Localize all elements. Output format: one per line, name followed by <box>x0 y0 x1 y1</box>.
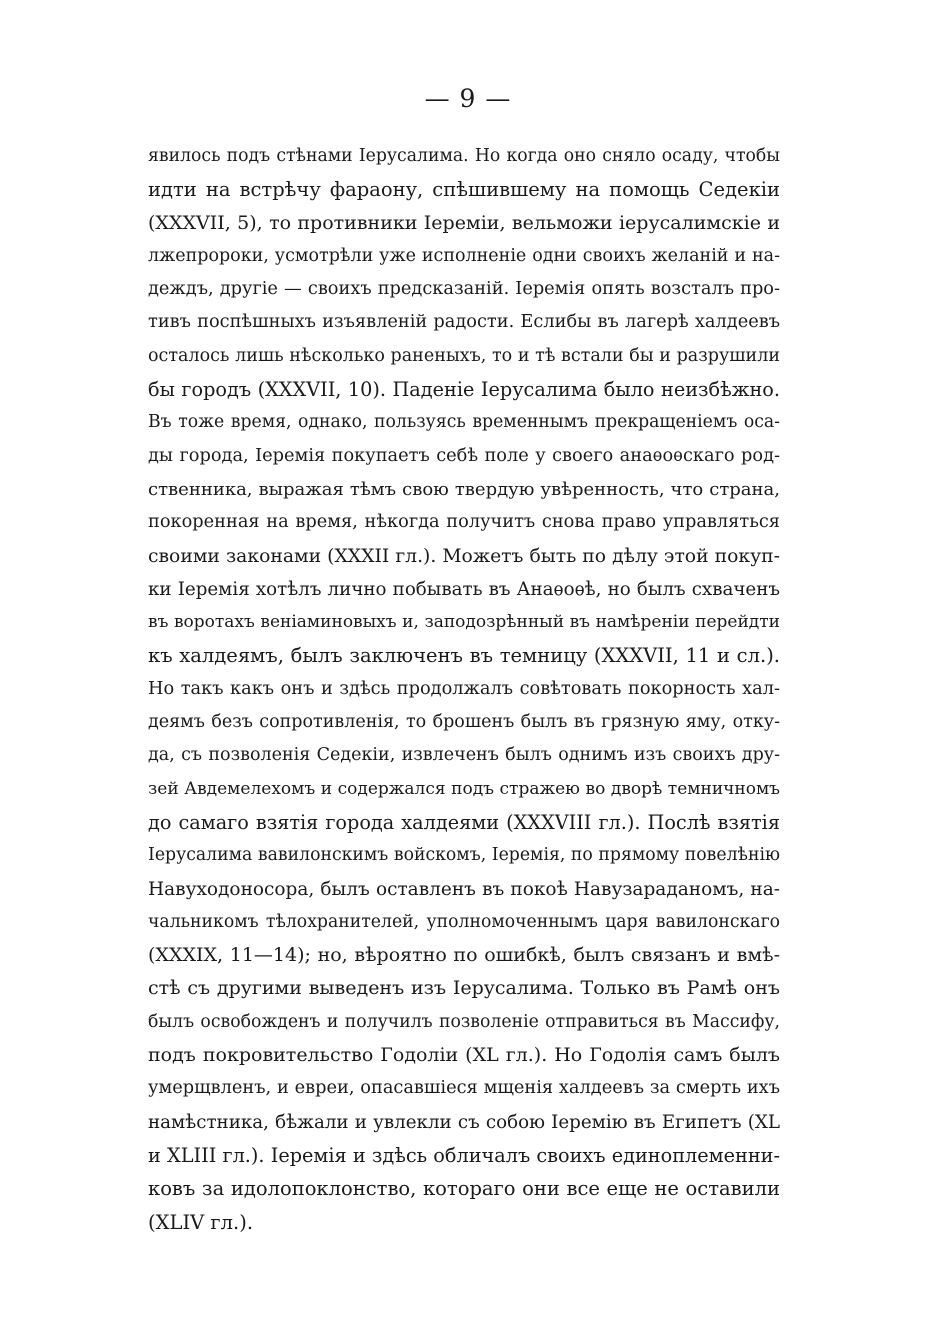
text-line: бы городъ (XXXVII, 10). Паденіе Іерусалима было неизбѣжно. <box>148 378 780 402</box>
text-line: ковъ за идолопоклонство, котораго они все еще не оставили <box>148 1177 780 1201</box>
text-line: своими законами (XXXII гл.). Можетъ быть по дѣлу этой покуп- <box>148 545 780 567</box>
text-line: явилось подъ стѣнами Іерусалима. Но когда оно сняло осаду, чтобы <box>148 146 780 166</box>
text-line: стѣ съ другими выведенъ изъ Іерусалима. Только въ Рамѣ онъ <box>148 977 780 1000</box>
text-line: Іерусалима вавилонскимъ войскомъ, Іеремія, по прямому повелѣнію <box>148 845 780 866</box>
text-line: въ воротахъ веніаминовыхъ и, заподозрѣнный въ намѣреніи перейдти <box>148 612 780 633</box>
text-line: подъ покровительство Годоліи (XL гл.). Но Годолія самъ былъ <box>148 1044 780 1067</box>
text-line: до самаго взятія города халдеями (XXXVIII гл.). Послѣ взятія <box>148 810 780 834</box>
text-line: деждъ, другіе — своихъ предсказаній. Іеремія опять возсталъ про- <box>148 279 780 300</box>
text-line: Навуходоносора, былъ оставленъ въ покоѣ Навузараданомъ, на- <box>148 878 780 900</box>
body-text <box>148 140 780 1239</box>
text-line: и XLIII гл.). Іеремія и здѣсь обличалъ своихъ единоплеменни- <box>148 1143 780 1167</box>
text-line: лжепророки, усмотрѣли уже исполненіе одни своихъ желаній и на- <box>148 245 780 266</box>
page-number: — 9 — <box>424 84 512 113</box>
text-line: ды города, Іеремія покупаетъ себѣ поле у своего анаѳоѳскаго род- <box>148 445 780 466</box>
text-line: былъ освобожденъ и получилъ позволеніе отправиться въ Массифу, <box>148 1011 780 1032</box>
text-line: зей Авдемелехомъ и содержался подъ стражею во дворѣ темничномъ <box>148 778 780 799</box>
text-line: ки Іеремія хотѣлъ лично побывать въ Анаѳоѳѣ, но былъ схваченъ <box>148 578 780 600</box>
text-line: ственника, выражая тѣмъ свою твердую увѣренность, что страна, <box>148 478 780 500</box>
text-line: идти на встрѣчу фараону, спѣшившему на помощь Седекіи <box>148 178 780 202</box>
text-line: (XLIV гл.). <box>148 1210 254 1234</box>
text-line: Но такъ какъ онъ и здѣсь продолжалъ совѣтовать покорность хал- <box>148 678 780 699</box>
text-line: къ халдеямъ, былъ заключенъ въ темницу (XXXVII, 11 и сл.). <box>148 644 780 668</box>
text-line: осталось лишь нѣсколько раненыхъ, то и тѣ встали бы и разрушили <box>148 345 780 366</box>
text-line: (XXXVII, 5), то противники Іереміи, вельможи іерусалимскіе и <box>148 211 780 234</box>
text-line: тивъ поспѣшныхъ изъявленій радости. Еслибы въ лагерѣ халдеевъ <box>148 312 780 333</box>
text-line: (XXXIX, 11—14); но, вѣроятно по ошибкѣ, былъ связанъ и вмѣ- <box>148 944 780 967</box>
text-line: да, съ позволенія Седекіи, извлеченъ былъ однимъ изъ своихъ дру- <box>148 745 780 766</box>
text-line: чальникомъ тѣлохранителей, уполномоченнымъ царя вавилонскаго <box>148 911 780 932</box>
text-line: Въ тоже время, однако, пользуясь временнымъ прекращеніемъ оса- <box>148 412 780 433</box>
text-line: намѣстника, бѣжали и увлекли съ собою Іеремію въ Египетъ (XL <box>148 1111 780 1133</box>
text-line: умерщвленъ, и евреи, опасавшіеся мщенія халдеевъ за смерть ихъ <box>148 1078 780 1099</box>
text-line: покоренная на время, нѣкогда получитъ снова право управляться <box>148 512 780 533</box>
text-line: деямъ безъ сопротивленія, то брошенъ былъ въ грязную яму, отку- <box>148 712 780 733</box>
